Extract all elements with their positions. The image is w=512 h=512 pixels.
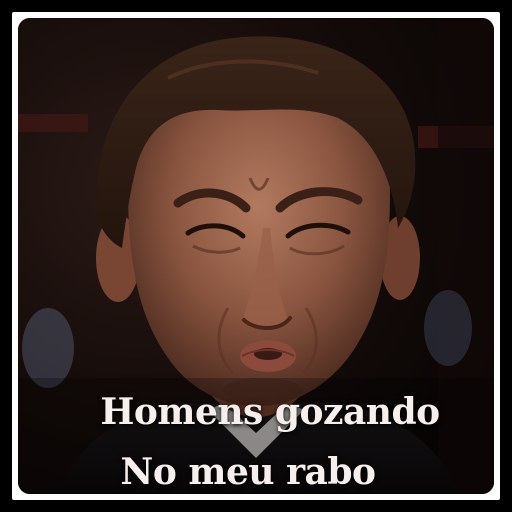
room-stripe: [18, 114, 88, 132]
blurred-light: [424, 290, 472, 366]
caption-line-1: Homens gozando: [100, 391, 440, 433]
blurred-light: [22, 308, 74, 388]
caption-line-2: No meu rabo: [120, 451, 376, 493]
meme-photo: [18, 18, 494, 494]
